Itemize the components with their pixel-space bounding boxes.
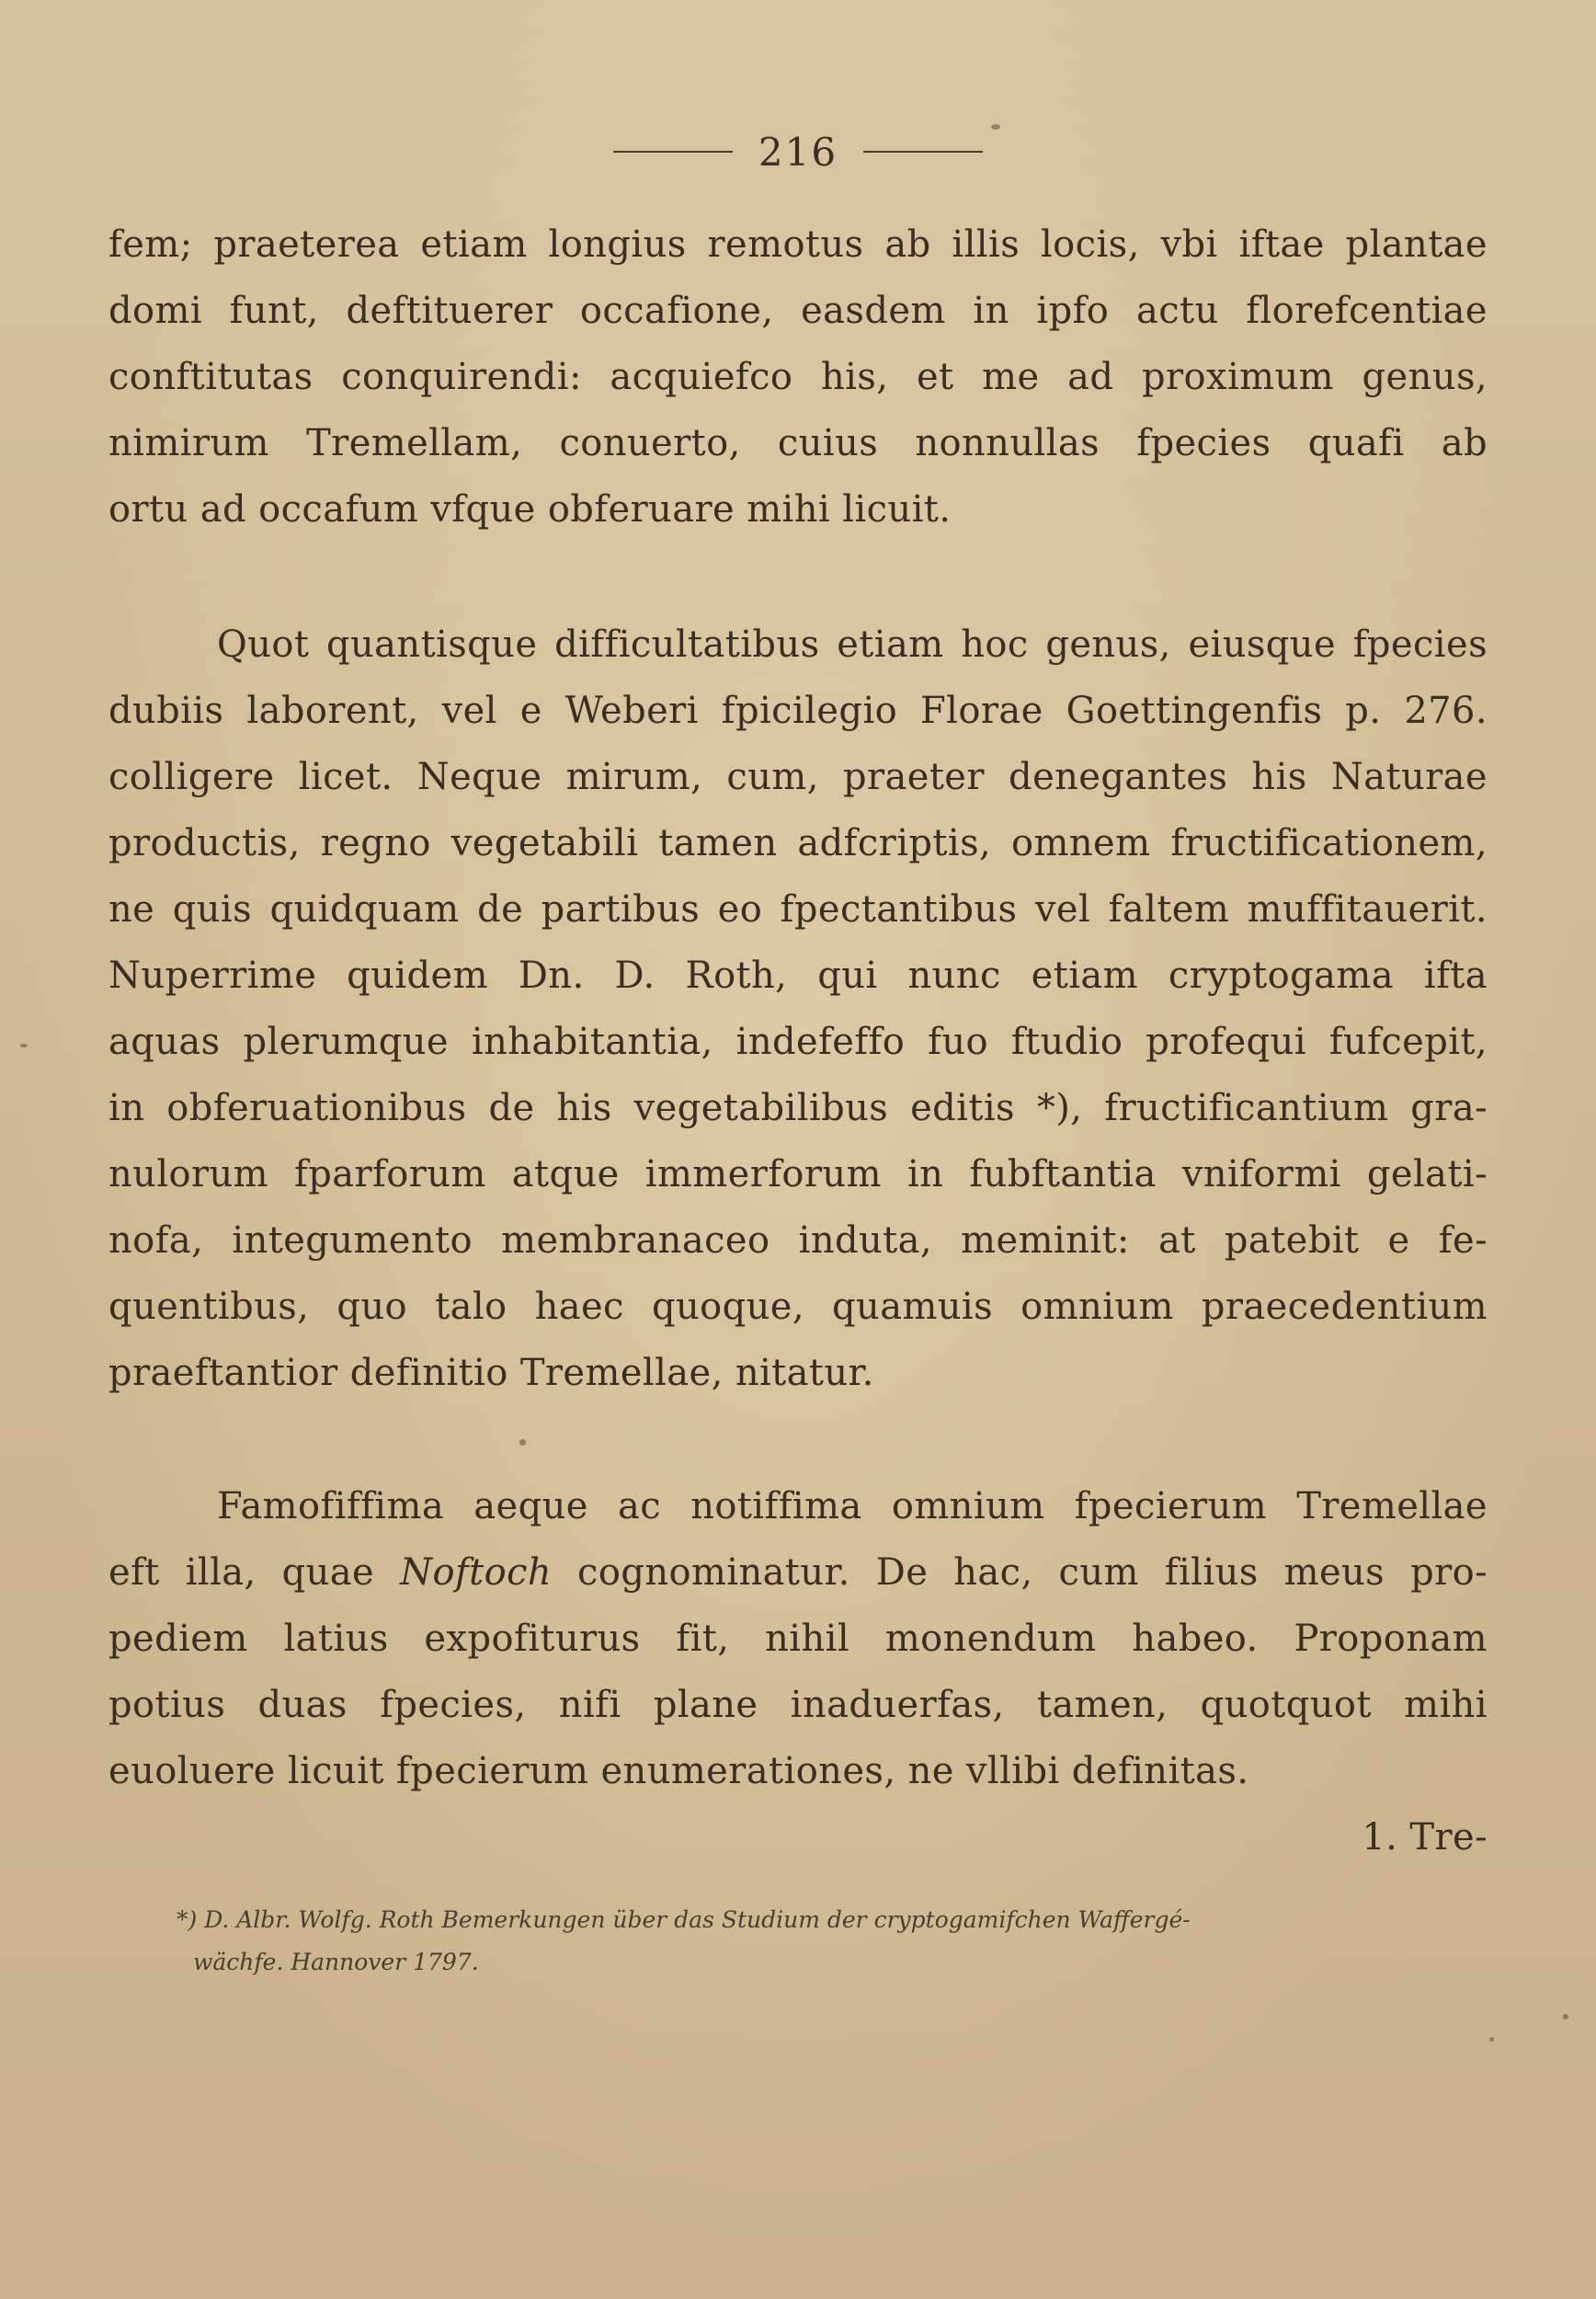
text-line: Nuperrime quidem Dn. D. Roth, qui nunc etiam cryptogama ifta <box>108 955 1488 997</box>
ink-speck <box>519 1439 526 1446</box>
catchword: 1. Tre- <box>1362 1816 1488 1859</box>
text-line: Quot quantisque difficultatibus etiam hoc genus, eiusque fpecies <box>217 623 1488 666</box>
ink-speck <box>1563 2014 1568 2019</box>
text-line: quentibus, quo talo haec quoque, quamuis omnium praecedentium <box>108 1286 1488 1328</box>
footnote-line: wächfe. Hannover 1797. <box>193 1949 479 1975</box>
text-line: conftitutas conquirendi: acquiefco his, et me ad proximum genus, <box>108 356 1488 398</box>
text-line: ortu ad occafum vfque obferuare mihi licuit. <box>108 488 952 531</box>
paragraph-1 <box>108 212 1488 543</box>
page-number: 216 <box>758 129 838 175</box>
header-rule-right <box>863 151 983 153</box>
ink-speck <box>991 124 1000 130</box>
text-fragment: eft illa, quae <box>108 1551 401 1594</box>
text-fragment: cognominatur. De hac, cum filius meus pro- <box>552 1551 1488 1594</box>
paragraph-3 <box>108 1473 1488 1870</box>
text-line: pediem latius expofiturus fit, nihil monendum habeo. Proponam <box>108 1618 1488 1660</box>
text-line: dubiis laborent, vel e Weberi fpicilegio Florae Goettingenfis p. 276. <box>108 690 1488 732</box>
text-line: Famofiffima aeque ac notiffima omnium fpecierum Tremellae <box>217 1485 1488 1527</box>
footnote-line: *) D. Albr. Wolfg. Roth Bemerkungen über das Studium der cryptogamifchen Waffergé- <box>177 1906 1191 1933</box>
paragraph-2 <box>108 612 1488 1406</box>
text-line: domi funt, deftituerer occafione, easdem in ipfo actu florefcentiae <box>108 290 1488 332</box>
text-line: fem; praeterea etiam longius remotus ab illis locis, vbi iftae plantae <box>108 223 1488 266</box>
page-header <box>0 124 1596 179</box>
nostoch-italic: Noftoch <box>400 1551 553 1594</box>
text-line: nimirum Tremellam, conuerto, cuius nonnullas fpecies quafi ab <box>108 422 1488 464</box>
text-line: colligere licet. Neque mirum, cum, praeter denegantes his Naturae <box>108 756 1488 798</box>
text-line: in obferuationibus de his vegetabilibus editis *), fructificantium gra- <box>108 1087 1488 1129</box>
text-line: potius duas fpecies, nifi plane inaduerfas, tamen, quotquot mihi <box>108 1684 1488 1726</box>
text-line: nulorum fparforum atque immerforum in fubftantia vniformi gelati- <box>108 1153 1488 1195</box>
text-line: productis, regno vegetabili tamen adfcriptis, omnem fructificationem, <box>108 822 1488 864</box>
text-line <box>108 1539 1488 1606</box>
text-line: nofa, integumento membranaceo induta, meminit: at patebit e fe- <box>108 1219 1488 1262</box>
header-rule-left <box>613 151 733 153</box>
footnote <box>177 1899 1499 1984</box>
text-line: praeftantior definitio Tremellae, nitatur. <box>108 1352 874 1394</box>
ink-speck <box>20 1044 28 1047</box>
text-line: aquas plerumque inhabitantia, indefeffo fuo ftudio profequi fufcepit, <box>108 1021 1488 1063</box>
text-line: ne quis quidquam de partibus eo fpectantibus vel faltem muffitauerit. <box>108 888 1488 931</box>
ink-speck <box>1489 2037 1494 2042</box>
text-line: euoluere licuit fpecierum enumerationes, ne vllibi definitas. <box>108 1750 1249 1792</box>
